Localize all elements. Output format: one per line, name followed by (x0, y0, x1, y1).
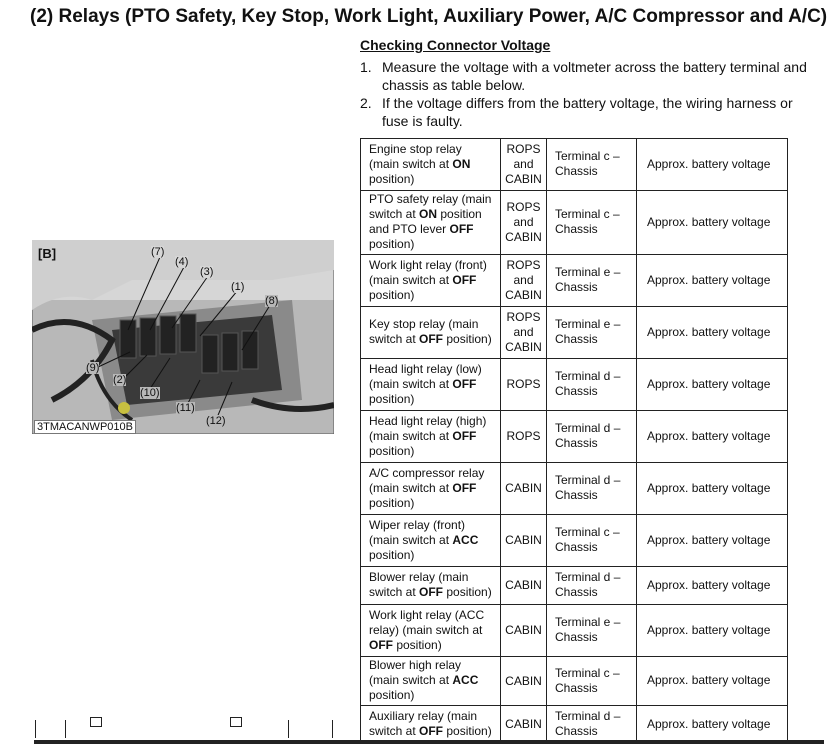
switch-position: OFF (452, 376, 477, 391)
step-text: If the voltage differs from the battery voltage, the wiring harness or fuse is faulty. (382, 95, 793, 129)
switch-position: OFF (419, 585, 444, 599)
relay-text: Key stop relay (main switch at (369, 317, 479, 346)
switch-position: OFF (449, 222, 474, 236)
relay-text: Head light relay (low) (main switch at (369, 361, 482, 391)
relay-cell (361, 411, 501, 463)
relay-cell (361, 605, 501, 657)
divider (35, 720, 36, 738)
divider (332, 720, 333, 738)
relay-text: position) (393, 637, 442, 652)
terminal-cell: Terminal d – Chassis (547, 411, 637, 463)
relay-cell (361, 463, 501, 515)
table-row (361, 307, 788, 359)
relay-text: position) (369, 495, 415, 510)
relay-text: Auxiliary relay (main switch at (369, 709, 478, 738)
square-icon (230, 717, 242, 727)
terminal-cell: Terminal d – Chassis (547, 359, 637, 411)
terminal-cell: Terminal c – Chassis (547, 191, 637, 255)
step-number: 1. (360, 59, 372, 75)
relay-text: position) (369, 443, 415, 458)
relay-text: position) (369, 688, 415, 702)
step-number: 2. (360, 95, 372, 111)
relay-text: position) (369, 547, 415, 562)
relay-text: Blower high relay (main switch at (369, 658, 462, 687)
terminal-cell: Terminal c – Chassis (547, 139, 637, 191)
terminal-cell: Terminal c – Chassis (547, 657, 637, 706)
relay-text: Work light relay (ACC relay) (main switch at (369, 607, 485, 637)
relay-cell (361, 191, 501, 255)
relay-text: Wiper relay (front) (main switch at (369, 517, 466, 547)
relay-cell (361, 706, 501, 744)
machine-type-cell: ROPS and CABIN (501, 139, 547, 191)
relay-text: position) (369, 391, 415, 406)
voltage-table (360, 138, 788, 744)
terminal-cell: Terminal e – Chassis (547, 307, 637, 359)
switch-position: ON (419, 207, 438, 221)
square-icon (90, 717, 102, 727)
value-cell: Approx. battery voltage (637, 359, 788, 411)
switch-position: ACC (452, 673, 479, 687)
machine-type-cell: CABIN (501, 567, 547, 605)
relay-text: Work light relay (front) (main switch at (369, 257, 487, 287)
value-cell: Approx. battery voltage (637, 567, 788, 605)
switch-position: OFF (419, 332, 444, 346)
relay-text: position and PTO lever (369, 207, 482, 236)
table-row (361, 657, 788, 706)
value-cell: Approx. battery voltage (637, 139, 788, 191)
value-cell: Approx. battery voltage (637, 706, 788, 744)
step-item (360, 94, 822, 130)
section-title: (2) Relays (PTO Safety, Key Stop, Work Light, Auxiliary Power, A/C Compressor and A/C) (30, 6, 828, 27)
figure-code: 3TMACANWP010B (34, 420, 136, 434)
terminal-cell: Terminal c – Chassis (547, 515, 637, 567)
callout-4: (4) (175, 256, 189, 268)
machine-type-cell: CABIN (501, 605, 547, 657)
machine-type-cell: ROPS (501, 359, 547, 411)
table-row (361, 139, 788, 191)
relay-cell (361, 657, 501, 706)
relay-text: PTO safety relay (main switch at (369, 192, 492, 221)
table-row (361, 706, 788, 744)
table-row (361, 255, 788, 307)
callout-8: (8) (265, 295, 279, 307)
switch-position: OFF (419, 724, 444, 738)
callout-10: (10) (140, 387, 160, 399)
relay-text: position) (443, 585, 492, 599)
relay-text: Head light relay (high) (main switch at (369, 413, 487, 443)
callout-11: (11) (176, 402, 195, 414)
terminal-cell: Terminal d – Chassis (547, 567, 637, 605)
relay-cell (361, 567, 501, 605)
relay-cell (361, 255, 501, 307)
value-cell: Approx. battery voltage (637, 657, 788, 706)
callout-1: (1) (231, 281, 245, 293)
step-item (360, 58, 822, 94)
callout-3: (3) (200, 266, 214, 278)
callout-9: (9) (86, 362, 100, 374)
instruction-steps (360, 58, 822, 130)
relay-text: position) (369, 171, 415, 186)
callout-7: (7) (151, 246, 165, 258)
machine-type-cell: CABIN (501, 515, 547, 567)
switch-position: OFF (452, 272, 477, 287)
terminal-cell: Terminal d – Chassis (547, 463, 637, 515)
terminal-cell: Terminal d – Chassis (547, 706, 637, 744)
relay-text: A/C compressor relay (main switch at (369, 465, 485, 495)
machine-type-cell: ROPS and CABIN (501, 191, 547, 255)
value-cell: Approx. battery voltage (637, 255, 788, 307)
value-cell: Approx. battery voltage (637, 515, 788, 567)
table-row (361, 411, 788, 463)
relay-text: position) (369, 237, 415, 251)
machine-type-cell: CABIN (501, 657, 547, 706)
machine-type-cell: CABIN (501, 706, 547, 744)
switch-position: OFF (369, 637, 393, 652)
machine-type-cell: ROPS and CABIN (501, 307, 547, 359)
machine-type-cell: ROPS and CABIN (501, 255, 547, 307)
relay-text: position) (369, 287, 415, 302)
switch-position: ACC (452, 532, 479, 547)
callout-12: (12) (206, 415, 226, 427)
machine-type-cell: CABIN (501, 463, 547, 515)
table-row (361, 515, 788, 567)
relay-text: Engine stop relay (main switch at (369, 141, 462, 171)
terminal-cell: Terminal e – Chassis (547, 255, 637, 307)
table-row (361, 359, 788, 411)
table-row (361, 191, 788, 255)
value-cell: Approx. battery voltage (637, 191, 788, 255)
relay-text: position) (443, 724, 492, 738)
relay-cell (361, 139, 501, 191)
bottom-rule (34, 740, 824, 744)
subheading: Checking Connector Voltage (360, 37, 551, 53)
value-cell: Approx. battery voltage (637, 605, 788, 657)
machine-type-cell: ROPS (501, 411, 547, 463)
table-row (361, 463, 788, 515)
table-row (361, 567, 788, 605)
relay-text: Blower relay (main switch at (369, 570, 469, 599)
divider (288, 720, 289, 738)
divider (65, 720, 66, 738)
switch-position: OFF (452, 480, 477, 495)
table-row (361, 605, 788, 657)
terminal-cell: Terminal e – Chassis (547, 605, 637, 657)
relay-cell (361, 307, 501, 359)
callout-2: (2) (113, 374, 127, 386)
step-text: Measure the voltage with a voltmeter across the battery terminal and chassis as table below. (382, 59, 807, 93)
relay-text: position) (443, 332, 492, 346)
value-cell: Approx. battery voltage (637, 307, 788, 359)
switch-position: OFF (452, 428, 477, 443)
switch-position: ON (452, 156, 471, 171)
relay-cell (361, 359, 501, 411)
value-cell: Approx. battery voltage (637, 411, 788, 463)
relay-cell (361, 515, 501, 567)
figure-label: [B] (38, 246, 57, 261)
value-cell: Approx. battery voltage (637, 463, 788, 515)
